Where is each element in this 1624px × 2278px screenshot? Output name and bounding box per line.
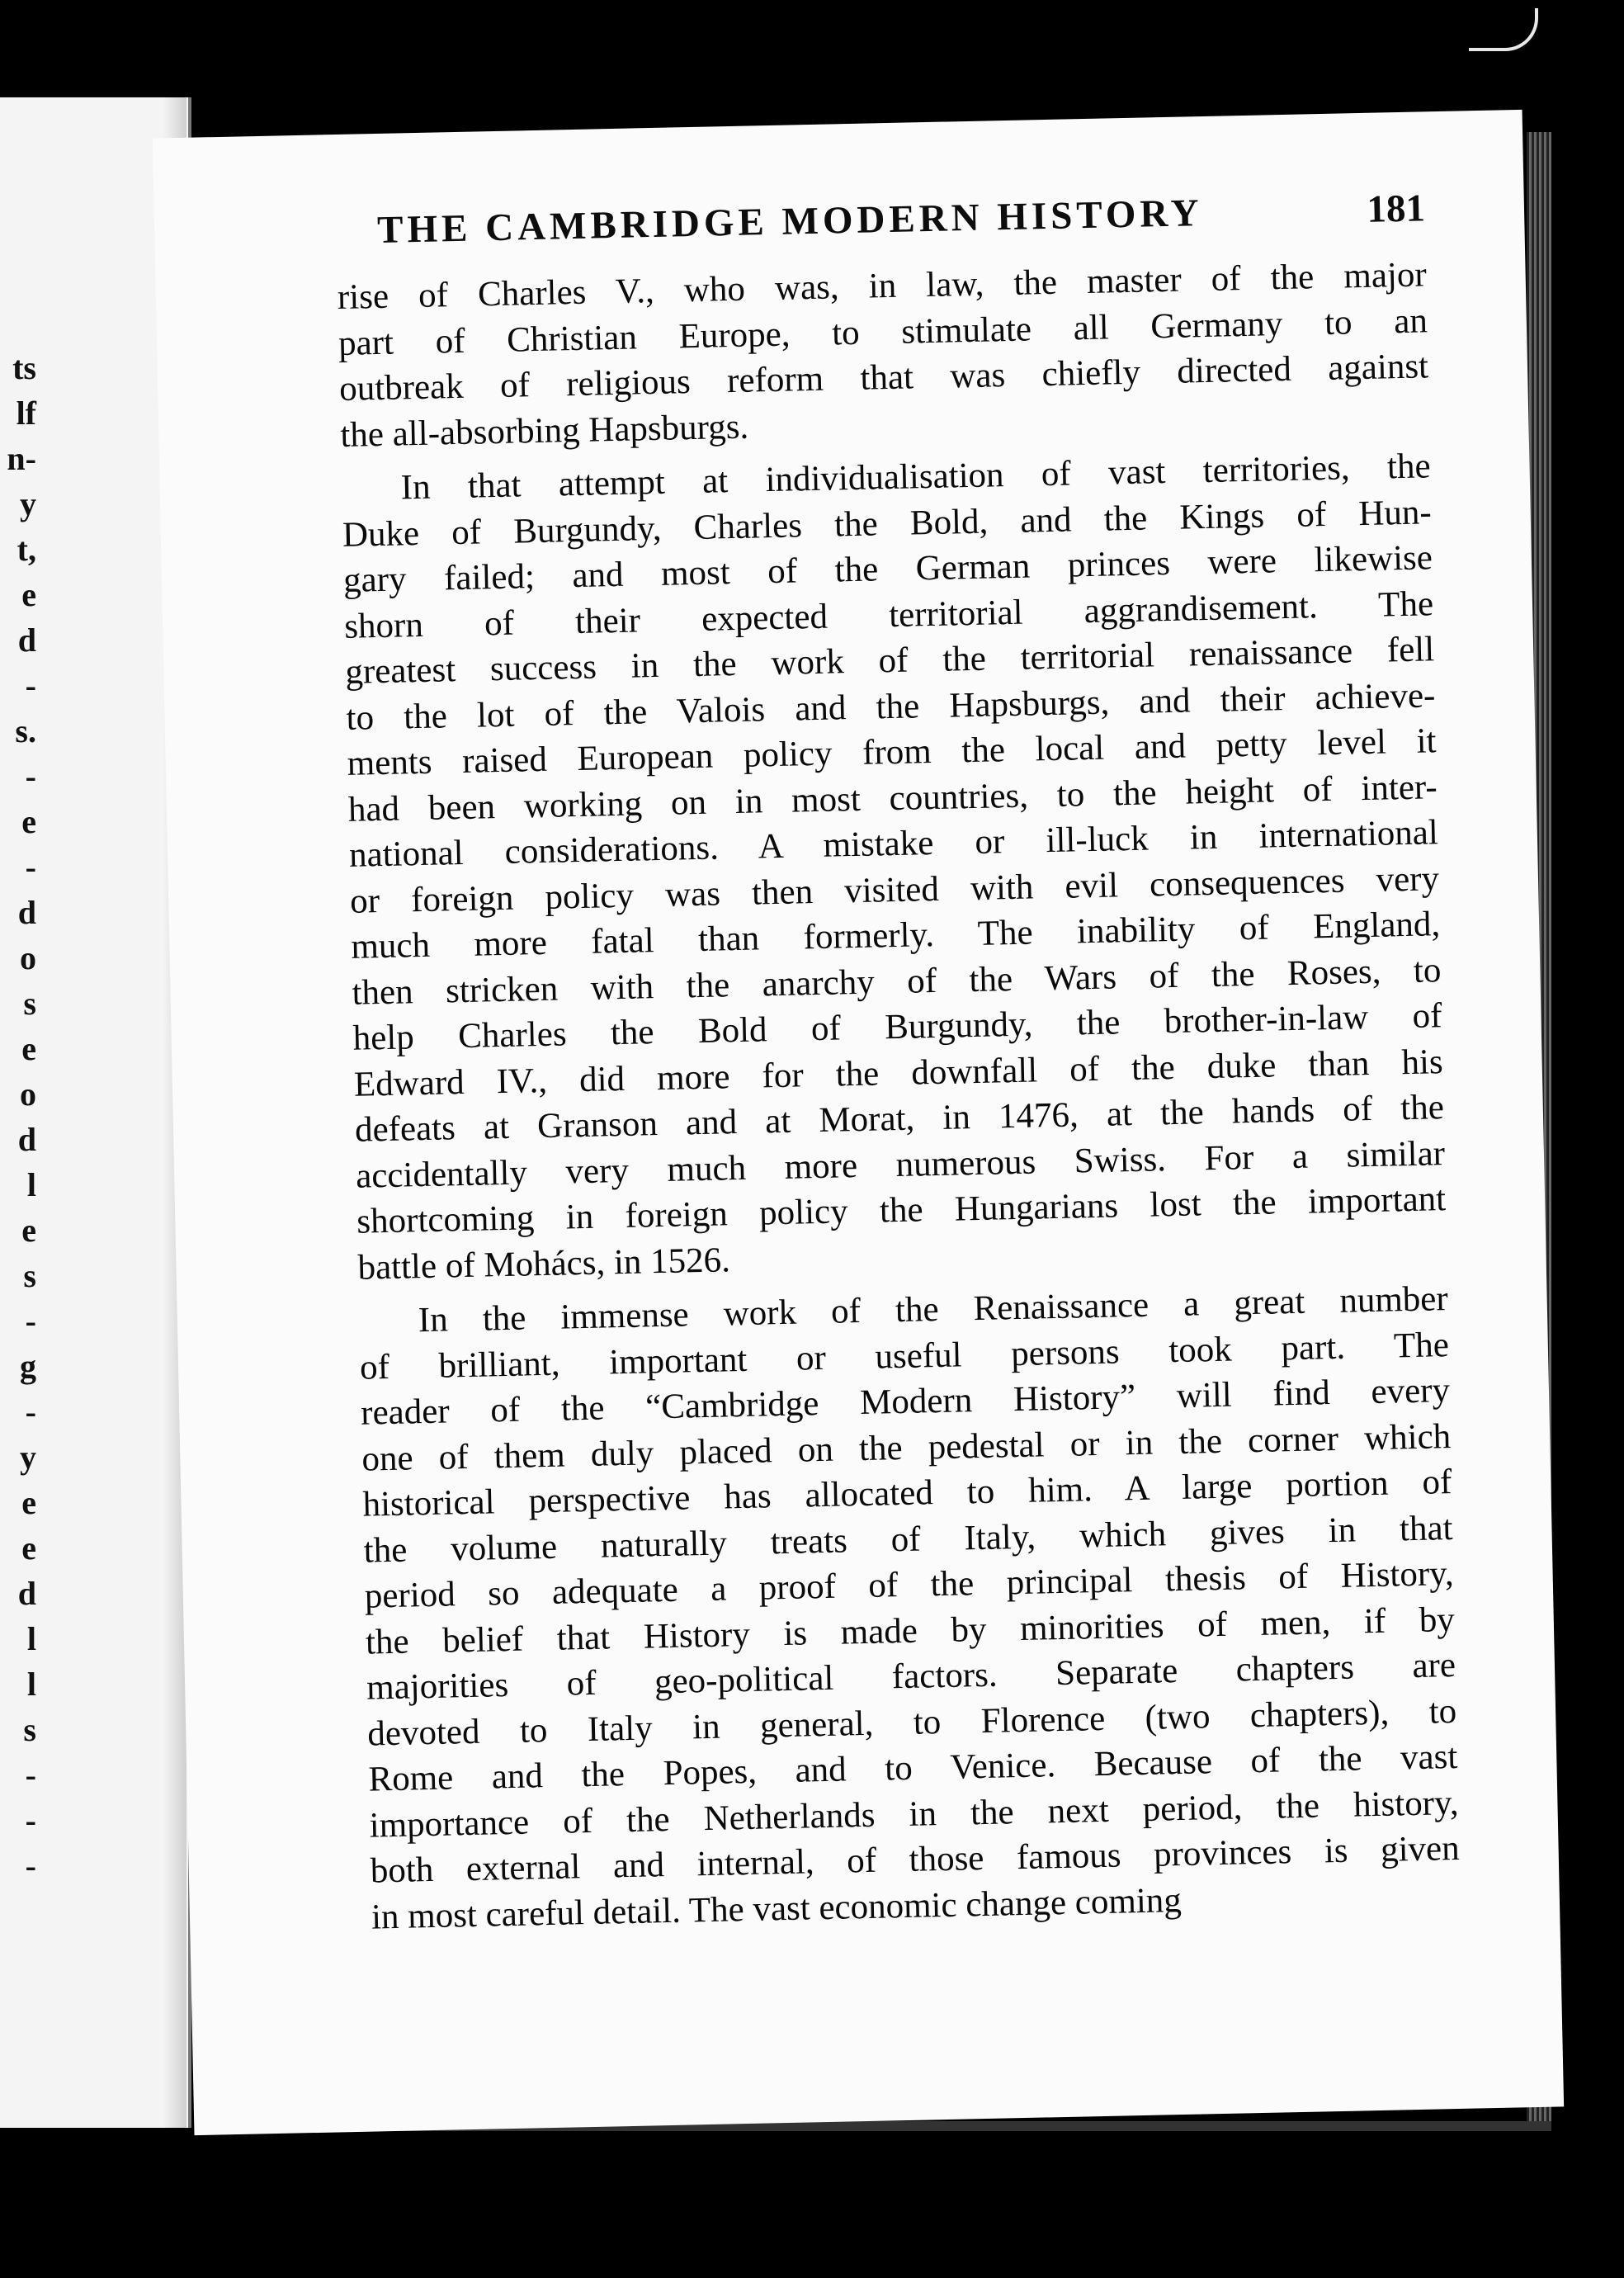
- previous-page-fragment: s: [23, 1711, 36, 1748]
- previous-page-text-edge: [0, 345, 36, 1888]
- previous-page-fragment: e: [21, 1484, 36, 1521]
- text-line: In the immense work of the Renaissance a great number: [418, 1279, 1449, 1340]
- previous-page-fragment: s.: [15, 712, 36, 749]
- previous-page-fragment: e: [21, 1030, 36, 1067]
- paragraph: [341, 443, 1447, 1290]
- text-line: gary failed; and most of the German princes were likewise: [342, 538, 1433, 600]
- previous-page-fragment: ts: [12, 349, 36, 386]
- text-line: or foreign policy was then visited with evil consequences very: [349, 858, 1440, 921]
- previous-page-fragment: e: [21, 1212, 36, 1249]
- text-line: one of them duly placed on the pedestal or in the corner which: [361, 1416, 1452, 1479]
- previous-page-fragment: d: [17, 1575, 36, 1612]
- previous-page-fragment: l: [26, 1620, 36, 1657]
- previous-page-fragment: o: [20, 1075, 36, 1113]
- body-text: [337, 252, 1461, 1940]
- text-line: part of Christian Europe, to stimulate all Germany to an: [338, 300, 1428, 363]
- text-line: much more fatal than formerly. The inability of England,: [350, 905, 1441, 966]
- text-line: devoted to Italy in general, to Florence (two chapters), to: [366, 1691, 1457, 1754]
- text-line: the all-absorbing Hapsburgs.: [339, 407, 749, 455]
- text-line: shortcoming in foreign policy the Hungarians lost the important: [356, 1179, 1447, 1241]
- previous-page-fragment: g: [20, 1348, 36, 1385]
- previous-page-fragment: y: [20, 485, 36, 522]
- scan-corner-mark: [1469, 8, 1538, 51]
- book-page: [153, 110, 1564, 2135]
- text-line: outbreak of religious reform that was chiefly directed against: [338, 347, 1429, 409]
- previous-page-fragment: -: [25, 1393, 36, 1430]
- paragraph: [337, 252, 1429, 458]
- text-line: to the lot of the Valois and the Hapsburgs, and their achieve-: [346, 675, 1436, 738]
- text-line: defeats at Granson and at Morat, in 1476, at the hands of the: [354, 1088, 1445, 1150]
- previous-page-fragment: e: [21, 1529, 36, 1567]
- text-line: then stricken with the anarchy of the Wars of the Roses, to: [352, 950, 1442, 1013]
- previous-page-fragment: d: [17, 1121, 36, 1158]
- previous-page-fragment: y: [20, 1439, 36, 1476]
- text-line: help Charles the Bold of Burgundy, the brother-in-law of: [352, 996, 1442, 1058]
- text-line: battle of Mohács, in 1526.: [357, 1240, 731, 1288]
- text-line: shorn of their expected territorial aggrandisement. The: [343, 584, 1434, 646]
- text-line: majorities of geo-political factors. Separate chapters are: [366, 1645, 1456, 1708]
- previous-page-fragment: t,: [17, 531, 36, 568]
- text-line: accidentally very much more numerous Swiss. For a similar: [355, 1133, 1446, 1196]
- text-line: Edward IV., did more for the downfall of the duke than his: [353, 1042, 1444, 1104]
- previous-page-fragment: -: [25, 848, 36, 886]
- previous-page-fragment: -: [25, 667, 36, 704]
- text-line: national considerations. A mistake or ill-luck in international: [348, 813, 1439, 875]
- previous-page-fragment: o: [20, 939, 36, 976]
- previous-page-fragment: -: [25, 1302, 36, 1340]
- text-line: greatest success in the work of the territorial renaissance fell: [344, 630, 1435, 692]
- previous-page-fragment: d: [17, 894, 36, 931]
- text-line: importance of the Netherlands in the next period, the history,: [369, 1783, 1459, 1846]
- text-line: in most careful detail. The vast economic change coming: [371, 1880, 1183, 1937]
- previous-page-fragment: -: [25, 758, 36, 795]
- text-line: rise of Charles V., who was, in law, the master of the major: [337, 255, 1428, 317]
- text-line: period so adequate a proof of the principal thesis of History,: [364, 1554, 1455, 1616]
- page-number: 181: [1366, 187, 1426, 231]
- previous-page-fragment: l: [26, 1166, 36, 1203]
- text-line: Rome and the Popes, and to Venice. Because of the vast: [368, 1737, 1458, 1799]
- text-line: historical perspective has allocated to him. A large portion of: [362, 1463, 1452, 1524]
- text-line: both external and internal, of those famous provinces is given: [370, 1828, 1461, 1891]
- text-line: reader of the “Cambridge Modern History” will find every: [360, 1371, 1451, 1433]
- previous-page-fragment: e: [21, 803, 36, 840]
- text-line: had been working on in most countries, to the height of inter-: [347, 767, 1438, 829]
- previous-page-fragment: n-: [7, 440, 36, 477]
- text-line: of brilliant, important or useful persons took part. The: [359, 1325, 1450, 1387]
- previous-page-fragment: l: [26, 1666, 36, 1703]
- text-line: ments raised European policy from the local and petty level it: [347, 721, 1437, 783]
- running-head: THE CAMBRIDGE MODERN HISTORY: [376, 191, 1204, 252]
- previous-page-fragment: -: [25, 1802, 36, 1839]
- previous-page-fragment: s: [23, 1257, 36, 1294]
- previous-page-fragment: lf: [16, 395, 36, 432]
- text-line: the volume naturally treats of Italy, which gives in that: [363, 1508, 1453, 1571]
- previous-page-fragment: s: [23, 985, 36, 1022]
- text-line: In that attempt at individualisation of vast territories, the: [400, 447, 1431, 508]
- previous-page-fragment: -: [25, 1847, 36, 1884]
- paragraph: [358, 1276, 1461, 1940]
- previous-page-fragment: -: [25, 1756, 36, 1794]
- previous-page-fragment: d: [17, 621, 36, 659]
- previous-page-fragment: e: [21, 576, 36, 613]
- text-line: Duke of Burgundy, Charles the Bold, and the Kings of Hun-: [342, 492, 1433, 555]
- text-line: the belief that History is made by minorities of men, if by: [365, 1600, 1456, 1662]
